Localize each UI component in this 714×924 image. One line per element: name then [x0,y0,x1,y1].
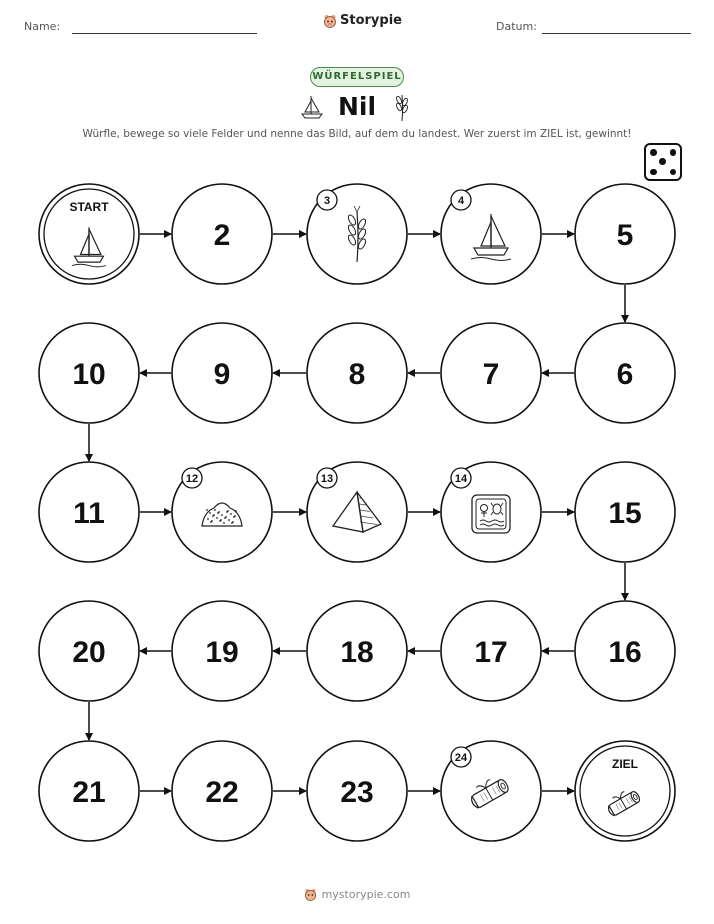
game-type-badge: WÜRFELSPIEL [310,67,404,87]
cell-number: 5 [616,219,634,252]
board-cell [441,462,541,562]
cell-number: 8 [348,358,366,391]
board-cell [172,462,272,562]
cell-number: 19 [205,636,239,669]
board-cell [441,601,541,701]
footer-url: mystorypie.com [321,888,411,901]
cell-number-badge: 14 [454,473,468,485]
cell-number-badge: 13 [320,473,334,485]
cell-number: 22 [205,776,239,809]
cell-number: 11 [73,497,105,530]
cell-label: START [69,200,109,214]
name-label: Name: [24,20,61,33]
board-cell [307,184,407,284]
cell-number-badge: 4 [457,195,465,207]
cell-number: 10 [72,358,106,391]
board-cell [172,741,272,841]
cell-number-badge: 12 [185,473,199,485]
cell-number: 18 [340,636,374,669]
board-cell [575,601,675,701]
finish-cell [575,741,675,841]
board-cell [441,184,541,284]
board-cell [39,323,139,423]
cell-label: ZIEL [612,757,638,771]
board-cell [39,601,139,701]
cell-number: 6 [616,358,634,391]
board-cell [575,184,675,284]
footer [0,888,714,901]
board-cell [307,323,407,423]
storypie-mascot-icon [304,888,317,901]
cell-number: 21 [72,776,106,809]
board-cell [441,323,541,423]
cell-number: 2 [213,219,231,252]
board-cell [172,323,272,423]
date-label: Datum: [496,20,537,33]
page-title: Nil [337,92,377,121]
board-cell [441,741,541,841]
board-cell [307,601,407,701]
board-cell [307,741,407,841]
cell-number: 20 [72,636,106,669]
instructions: Würfle, bewege so viele Felder und nenne das Bild, auf dem du landest. Wer zuerst im ZIEL ist, gewinnt! [82,128,632,140]
board-cell [172,184,272,284]
cell-number: 7 [482,358,500,391]
board-cell [39,741,139,841]
cell-number: 9 [213,358,231,391]
start-cell [39,184,139,284]
cell-number: 17 [474,636,508,669]
cell-number: 16 [608,636,642,669]
brand-name: Storypie [340,13,402,28]
cell-number-badge: 24 [454,752,468,764]
board-cell [39,462,139,562]
board-cell [172,601,272,701]
board-cell [307,462,407,562]
cell-number: 23 [340,776,374,809]
board-cell [575,462,675,562]
cell-number-badge: 3 [323,195,331,207]
cell-number: 15 [608,497,642,530]
board-cell [575,323,675,423]
